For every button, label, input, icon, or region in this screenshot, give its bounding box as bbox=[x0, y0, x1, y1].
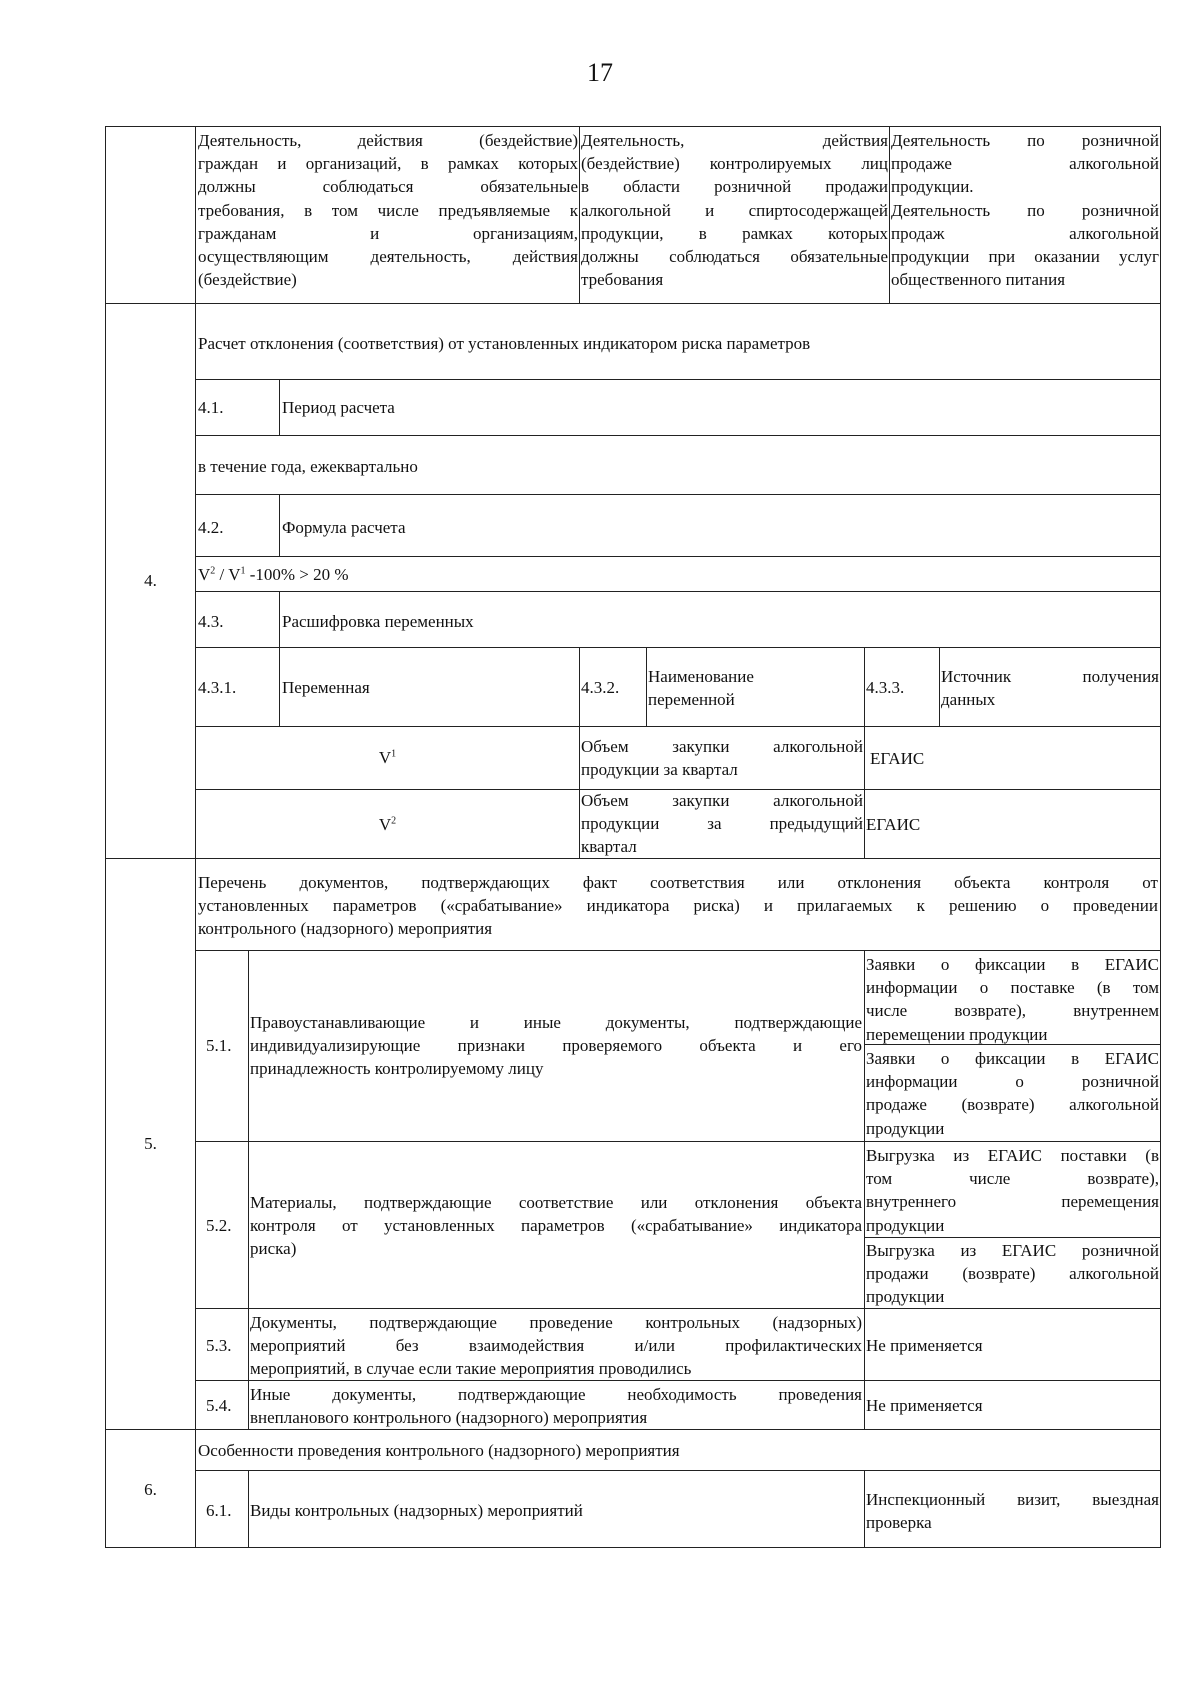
s41-label: Период расчета bbox=[282, 398, 395, 417]
s41-value: в течение года, ежеквартально bbox=[198, 457, 418, 476]
s51-right2: Заявки о фиксации в ЕГАИС информации о розничной продаже (возврате) алкогольной продукции bbox=[866, 1049, 1159, 1138]
section5-title: Перечень документов, подтверждающих факт соответствия или отклонения объекта контроля от установленных параметров («срабатывание» индикатора риска) и прилагаемых к решению о проведении контрольного (надзорного) мероприятия bbox=[198, 873, 1158, 939]
s43-num: 4.3. bbox=[198, 612, 224, 631]
top-row-col2-text: Деятельность, действия (бездействие) контролируемых лиц в области розничной продажи алкогольной и спиртосодержащей продукции, в рамках которых должны соблюдаться обязательные требования bbox=[581, 131, 888, 290]
s433-num: 4.3.3. bbox=[866, 678, 905, 697]
formula: $V^2 / V^1$ -100% > 20 % bbox=[198, 565, 349, 584]
s61-right: Инспекционный визит, выездная проверка bbox=[866, 1490, 1159, 1533]
s41-label-cell bbox=[279, 379, 1161, 436]
s431-label: Переменная bbox=[282, 678, 370, 697]
s431-num: 4.3.1. bbox=[198, 678, 237, 697]
var2-name: $V^2$ bbox=[378, 815, 397, 834]
s52-right2: Выгрузка из ЕГАИС розничной продажи (возврате) алкогольной продукции bbox=[866, 1241, 1159, 1307]
top-row-number-cell bbox=[105, 126, 196, 304]
s52-num: 5.2. bbox=[206, 1216, 232, 1235]
var2-source: ЕГАИС bbox=[866, 815, 921, 834]
s51-right1: Заявки о фиксации в ЕГАИС информации о поставке (в том числе возврате), внутреннем перемещении продукции bbox=[866, 955, 1159, 1044]
s61-text: Виды контрольных (надзорных) мероприятий bbox=[250, 1501, 583, 1520]
s432-label: Наименование переменной bbox=[648, 667, 754, 710]
s53-num: 5.3. bbox=[206, 1336, 232, 1355]
s433-label: Источник получения данных bbox=[941, 667, 1159, 710]
s43-label: Расшифровка переменных bbox=[282, 612, 474, 631]
s53-text: Документы, подтверждающие проведение контрольных (надзорных) мероприятий без взаимодействия и/или профилактических мероприятий, в случае если такие мероприятия проводились bbox=[250, 1313, 862, 1379]
s54-text: Иные документы, подтверждающие необходимость проведения внепланового контрольного (надзорного) мероприятия bbox=[250, 1385, 862, 1428]
s42-num: 4.2. bbox=[198, 518, 224, 537]
section4-title: Расчет отклонения (соответствия) от установленных индикатором риска параметров bbox=[198, 334, 811, 353]
s53-right: Не применяется bbox=[866, 1336, 983, 1355]
s52-text: Материалы, подтверждающие соответствие или отклонения объекта контроля от установленных параметров («срабатывание» индикатора риска) bbox=[250, 1193, 862, 1259]
page-number: 17 bbox=[587, 58, 613, 87]
var1-desc: Объем закупки алкогольной продукции за квартал bbox=[581, 737, 863, 780]
var2-desc: Объем закупки алкогольной продукции за предыдущий квартал bbox=[581, 791, 863, 857]
s61-num: 6.1. bbox=[206, 1501, 232, 1520]
top-row-col3-text: Деятельность по розничной продаже алкогольной продукции. Деятельность по розничной продаж алкогольной продукции при оказании услуг общественного питания bbox=[891, 131, 1159, 290]
s54-right: Не применяется bbox=[866, 1396, 983, 1415]
s52-right1: Выгрузка из ЕГАИС поставки (в том числе возврате), внутреннего перемещения продукции bbox=[866, 1146, 1159, 1235]
s42-label-cell bbox=[279, 494, 1161, 557]
var1-source: ЕГАИС bbox=[870, 749, 925, 768]
var1-name: $V^1$ bbox=[378, 748, 397, 767]
section5-number: 5. bbox=[144, 1134, 157, 1153]
section6-number: 6. bbox=[144, 1480, 157, 1499]
s432-num: 4.3.2. bbox=[581, 678, 620, 697]
s51-text: Правоустанавливающие и иные документы, подтверждающие индивидуализирующие признаки проверяемого объекта и его принадлежность контролируемому лицу bbox=[250, 1013, 862, 1079]
s54-num: 5.4. bbox=[206, 1396, 232, 1415]
s42-label: Формула расчета bbox=[282, 518, 406, 537]
s51-num: 5.1. bbox=[206, 1036, 232, 1055]
top-row-col1-text: Деятельность, действия (бездействие) граждан и организаций, в рамках которых должны соблюдаться обязательные требования, в том числе предъявляемые к гражданам и организациям, осуществляющим деятельность, действия (бездействие) bbox=[198, 131, 578, 290]
s41-num: 4.1. bbox=[198, 398, 224, 417]
section6-title: Особенности проведения контрольного (надзорного) мероприятия bbox=[198, 1441, 680, 1460]
section4-number: 4. bbox=[144, 571, 157, 590]
